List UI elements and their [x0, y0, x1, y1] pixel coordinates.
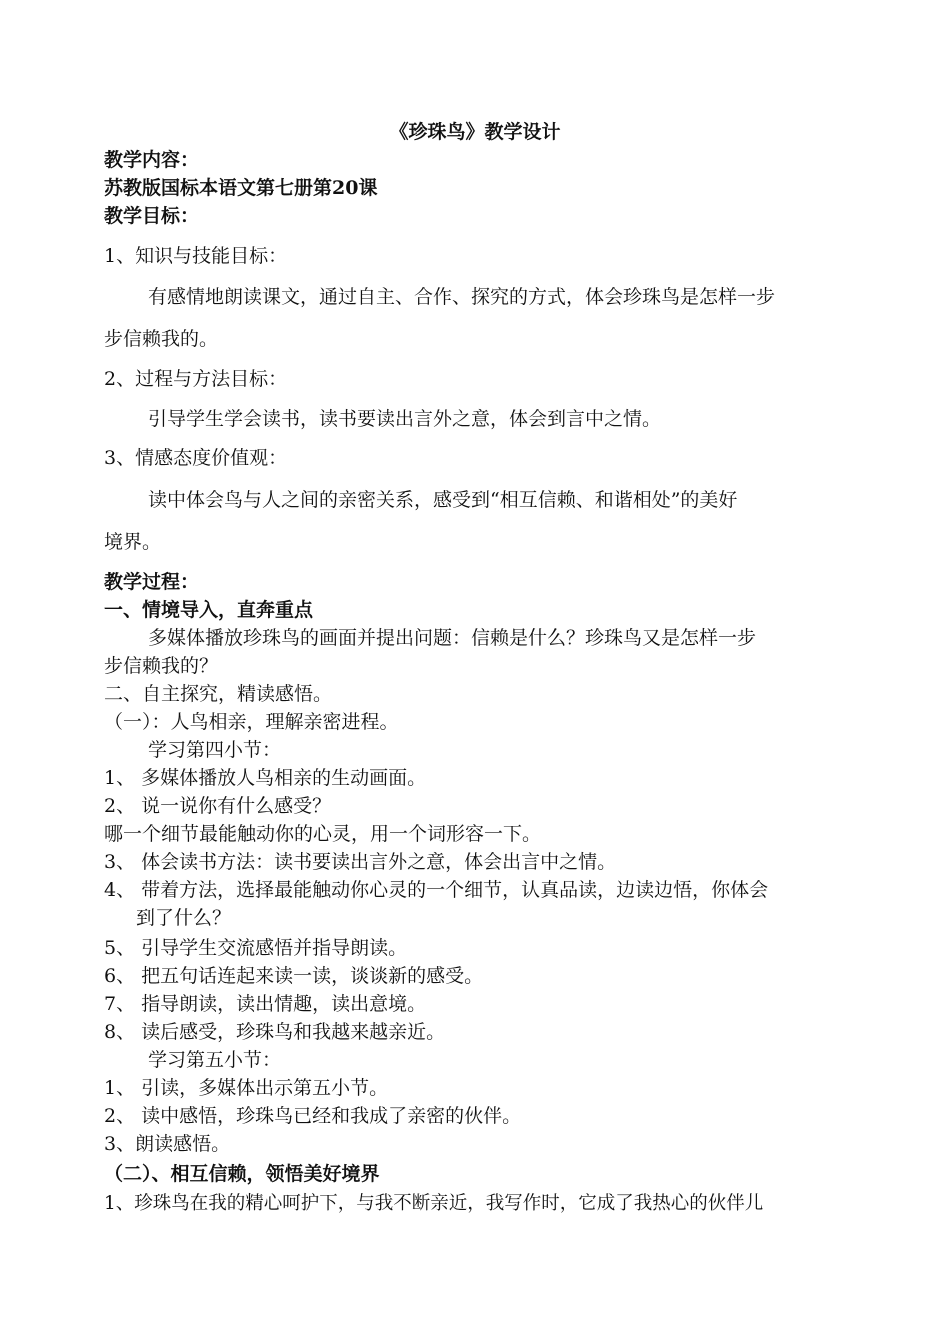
list-item: 2、 说一说你有什么感受？ — [104, 795, 332, 817]
list-item: 8、 读后感受，珍珠鸟和我越来越亲近。 — [104, 1021, 446, 1043]
process-label: 教学过程： — [104, 571, 200, 593]
section1-text-1: 多媒体播放珍珠鸟的画面并提出问题：信赖是什么？珍珠鸟又是怎样一步 — [148, 627, 757, 649]
list-item: 2、 读中感悟，珍珠鸟已经和我成了亲密的伙伴。 — [104, 1105, 522, 1127]
list-item: 1、 多媒体播放人鸟相亲的生动画面。 — [104, 767, 427, 789]
doc-title: 《珍珠鸟》教学设计 — [389, 121, 561, 143]
section2-title: 二、自主探究，精读感悟。 — [104, 683, 333, 705]
section1-text-2: 步信赖我的？ — [104, 655, 219, 677]
list-item: 5、 引导学生交流感悟并指导朗读。 — [104, 937, 408, 959]
goal2-text-1: 引导学生学会读书，读书要读出言外之意，体会到言中之情。 — [148, 408, 662, 430]
goal2-label: 2、过程与方法目标： — [104, 368, 288, 390]
goal1-text-2: 步信赖我的。 — [104, 328, 219, 350]
subsection2-title: （二）、相互信赖，领悟美好境界 — [104, 1163, 380, 1185]
subsection2-text-1: 1、珍珠鸟在我的精心呵护下，与我不断亲近，我写作时，它成了我热心的伙伴儿 — [104, 1193, 764, 1214]
content-label: 教学内容： — [104, 149, 200, 171]
list-item-continuation: 到了什么？ — [136, 907, 232, 929]
list-item-continuation: 哪一个细节最能触动你的心灵，用一个词形容一下。 — [104, 823, 542, 845]
goal3-label: 3、情感态度价值观： — [104, 447, 288, 469]
study-section4: 学习第四小节： — [148, 739, 282, 761]
study-section5: 学习第五小节： — [148, 1049, 282, 1071]
list-item: 3、朗读感悟。 — [104, 1133, 231, 1155]
section1-title: 一、情境导入，直奔重点 — [104, 599, 314, 621]
list-item: 1、 引读，多媒体出示第五小节。 — [104, 1077, 389, 1099]
list-item: 3、 体会读书方法：读书要读出言外之意，体会出言中之情。 — [104, 851, 617, 873]
goal1-text-1: 有感情地朗读课文，通过自主、合作、探究的方式，体会珍珠鸟是怎样一步 — [148, 286, 776, 308]
subsection1-title: （一）：人鸟相亲，理解亲密进程。 — [104, 711, 399, 733]
goals-label: 教学目标： — [104, 205, 200, 227]
goal3-text-2: 境界。 — [104, 531, 162, 553]
goal3-text-1: 读中体会鸟与人之间的亲密关系，感受到“相互信赖、和谐相处”的美好 — [148, 489, 738, 511]
content-value: 苏教版国标本语文第七册第20课 — [104, 177, 378, 199]
goal1-label: 1、知识与技能目标： — [104, 245, 288, 267]
list-item: 7、 指导朗读，读出情趣，读出意境。 — [104, 993, 427, 1015]
list-item: 4、 带着方法，选择最能触动你心灵的一个细节，认真品读，边读边悟，你体会 — [104, 879, 769, 901]
list-item: 6、 把五句话连起来读一读，谈谈新的感受。 — [104, 965, 484, 987]
